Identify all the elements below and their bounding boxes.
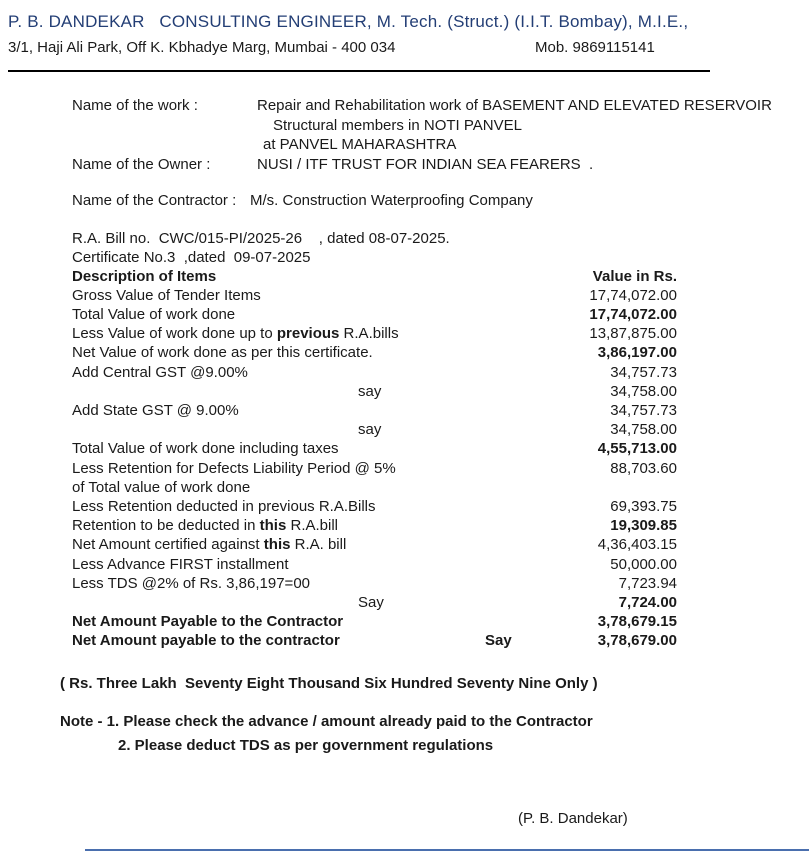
row-description: Total Value of work done (72, 305, 236, 323)
contractor-label: Name of the Contractor : (72, 192, 237, 209)
row-value: 34,757.73 (610, 401, 677, 419)
table-row (72, 401, 677, 420)
row-description: Add State GST @ 9.00% (72, 401, 239, 419)
certificate-line: Certificate No.3 ,dated 09-07-2025 (72, 248, 311, 266)
bill-reference-section (72, 229, 809, 267)
letterhead-address-row (8, 39, 809, 57)
row-value: 34,757.73 (610, 363, 677, 381)
work-name-label: Name of the work : (72, 97, 198, 114)
row-value: 7,723.94 (618, 574, 677, 592)
table-row (72, 324, 677, 343)
table-row (72, 612, 677, 631)
letterhead-divider (8, 70, 710, 72)
table-row (72, 459, 677, 497)
row-description-line-2: of Total value of work done (72, 478, 251, 496)
amount-in-words: ( Rs. Three Lakh Seventy Eight Thousand Six Hundred Seventy Nine Only ) (60, 674, 598, 692)
table-row (72, 286, 677, 305)
row-description: Less Value of work done up to previous R.A.bills (72, 325, 399, 343)
table-row (72, 516, 677, 535)
row-description: Net Amount certified against this R.A. bill (72, 536, 347, 554)
table-row (72, 535, 677, 554)
row-value: 7,724.00 (618, 593, 677, 611)
row-description: Less TDS @2% of Rs. 3,86,197=00 (72, 574, 311, 592)
work-name-value (250, 96, 809, 155)
say-label: Say (485, 632, 512, 650)
row-value: 3,78,679.00 (597, 632, 677, 650)
row-description: Less Advance FIRST installment (72, 555, 289, 573)
letterhead-mobile: Mob. 9869115141 (535, 39, 655, 56)
table-row (72, 593, 677, 612)
ra-bill-line: R.A. Bill no. CWC/015-PI/2025-26 , dated 08-07-2025. (72, 229, 450, 247)
row-description: Total Value of work done including taxes (72, 440, 339, 458)
row-description: Net Value of work done as per this certificate. (72, 344, 373, 362)
row-description: Less Retention deducted in previous R.A.Bills (72, 497, 376, 515)
say-label: say (358, 382, 382, 400)
row-value: 3,86,197.00 (597, 344, 677, 362)
contractor-value: M/s. Construction Waterproofing Company (250, 192, 533, 209)
bottom-edge-line (85, 849, 809, 851)
table-row (72, 631, 677, 650)
work-name-row (72, 96, 809, 155)
description-column-header: Description of Items (72, 267, 217, 285)
table-row (72, 439, 677, 458)
contractor-row (72, 191, 809, 211)
letterhead-address: 3/1, Haji Ali Park, Off K. Kbhadye Marg, Mumbai - 400 034 (8, 39, 396, 56)
table-row (72, 363, 677, 382)
row-value: 88,703.60 (610, 459, 677, 477)
row-description: Retention to be deducted in this R.A.bill (72, 517, 338, 535)
row-value: 34,758.00 (610, 421, 677, 439)
table-row (72, 420, 677, 439)
row-description: Net Amount payable to the contractor (72, 632, 340, 650)
owner-row (72, 155, 809, 175)
table-row (72, 343, 677, 362)
row-description: Net Amount Payable to the Contractor (72, 613, 344, 631)
say-label: say (358, 421, 382, 439)
row-description: Add Central GST @9.00% (72, 363, 248, 381)
items-table (72, 267, 677, 651)
row-value: 17,74,072.00 (589, 286, 677, 304)
row-value: 50,000.00 (610, 555, 677, 573)
work-name-line-3: at PANVEL MAHARASHTRA (263, 136, 457, 153)
work-name-line-2: Structural members in NOTI PANVEL (273, 116, 522, 134)
signature-name: (P. B. Dandekar) (518, 810, 628, 828)
row-value: 17,74,072.00 (589, 305, 677, 323)
row-value: 3,78,679.15 (597, 613, 677, 631)
note-line-1: Note - 1. Please check the advance / amount already paid to the Contractor (60, 712, 593, 730)
table-row (72, 555, 677, 574)
table-body (72, 286, 677, 651)
row-value: 4,55,713.00 (597, 440, 677, 458)
row-value: 4,36,403.15 (597, 536, 677, 554)
letterhead-title: P. B. DANDEKAR CONSULTING ENGINEER, M. Tech. (Struct.) (I.I.T. Bombay), M.I.E., (8, 12, 689, 31)
table-row (72, 382, 677, 401)
value-column-header: Value in Rs. (592, 267, 677, 285)
table-row (72, 574, 677, 593)
work-name-line-1: Repair and Rehabilitation work of BASEMENT AND ELEVATED RESERVOIR (257, 97, 772, 114)
row-value: 19,309.85 (610, 517, 677, 535)
owner-label: Name of the Owner : (72, 155, 211, 173)
owner-value: NUSI / ITF TRUST FOR INDIAN SEA FEARERS . (257, 155, 594, 173)
row-value: 69,393.75 (610, 497, 677, 515)
row-value: 13,87,875.00 (589, 325, 677, 343)
table-row (72, 305, 677, 324)
table-row (72, 497, 677, 516)
say-label: Say (358, 593, 384, 611)
row-description: Less Retention for Defects Liability Period @ 5% of Total value of work done (72, 459, 542, 497)
note-line-2: 2. Please deduct TDS as per government regulations (118, 736, 494, 754)
row-description: Gross Value of Tender Items (72, 286, 261, 304)
meta-section (72, 96, 809, 211)
table-header-row (72, 267, 677, 286)
row-value: 34,758.00 (610, 382, 677, 400)
